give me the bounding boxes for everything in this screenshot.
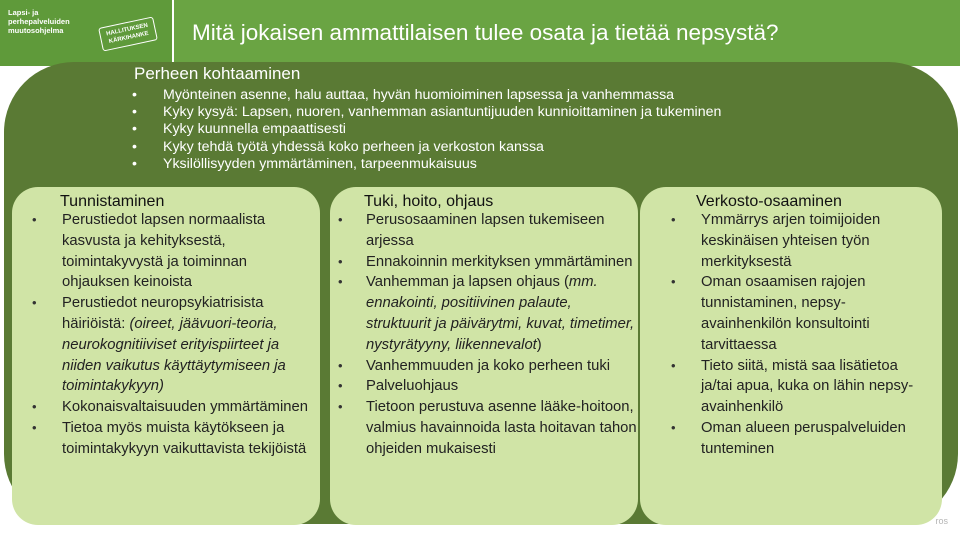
bullet-icon: • xyxy=(132,138,137,155)
list-item: • Kyky tehdä työtä yhdessä koko perheen ja verkoston kanssa xyxy=(132,138,544,155)
support-column xyxy=(330,187,638,525)
list-item: • Perustiedot neuropsykiatrisista häiriöistä: (oireet, jäävuori-teoria, neurokognitiiviset erityispiirteet ja niiden vaikutus käyttäytymiseen ja toimintakykyyn) xyxy=(32,295,286,395)
logo xyxy=(0,0,174,66)
list-item: • Kyky kuunnella empaattisesti xyxy=(132,121,346,138)
bullet-icon: • xyxy=(338,253,343,269)
network-title: Verkosto-osaaminen xyxy=(696,193,842,210)
list-item: • Vanhemmuuden ja koko perheen tuki xyxy=(330,356,640,377)
list-item: • Ymmärrys arjen toimijoiden keskinäisen yhteisen työn merkityksestä xyxy=(671,212,881,270)
bullet-icon: • xyxy=(32,295,37,311)
bullet-icon: • xyxy=(338,399,343,415)
bullet-icon: • xyxy=(132,121,137,138)
support-list xyxy=(330,210,640,460)
header-bar xyxy=(0,0,960,66)
family-heading: Perheen kohtaaminen xyxy=(134,64,301,83)
recognition-title: Tunnistaminen xyxy=(60,193,165,210)
logo-text: Lapsi- ja perhepalveluiden muutosohjelma xyxy=(8,8,70,35)
list-item: • Tietoon perustuva asenne lääke-hoitoon, valmius havainnoida lasta hoitavan tahon ohjeiden mukaisesti xyxy=(338,399,637,457)
family-list xyxy=(132,87,721,173)
bullet-icon: • xyxy=(671,419,676,435)
list-item: • Kokonaisvaltaisuuden ymmärtäminen xyxy=(12,397,312,418)
list-item: • Yksilöllisyyden ymmärtäminen, tarpeenmukaisuus xyxy=(132,155,477,172)
list-item: • Tieto siitä, mistä saa lisätietoa ja/tai apua, kuka on lähin nepsy-avainhenkilö xyxy=(671,357,914,416)
bullet-icon: • xyxy=(32,399,37,415)
network-list xyxy=(640,210,932,460)
recognition-column xyxy=(12,187,320,525)
logo-stamp: HALLITUKSEN KÄRKIHANKE xyxy=(98,16,158,51)
support-title: Tuki, hoito, ohjaus xyxy=(364,193,494,210)
bullet-icon: • xyxy=(671,212,676,227)
bullet-icon: • xyxy=(338,378,343,394)
bullet-icon: • xyxy=(671,357,676,373)
bullet-icon: • xyxy=(132,104,137,121)
list-item: • Oman osaamisen rajojen tunnistaminen, nepsy-avainhenkilön konsultointi tarvittaessa xyxy=(671,274,870,353)
list-item: • Perustiedot lapsen normaalista kasvusta ja kehityksestä, toimintakyvystä ja toiminnan ohjauksen keinoista xyxy=(32,212,266,291)
network-column xyxy=(640,187,942,525)
list-item: • Perusosaaminen lapsen tukemiseen arjessa xyxy=(338,212,605,249)
corner-mark: ros xyxy=(935,516,948,526)
list-item: • Oman alueen peruspalveluiden tunteminen xyxy=(671,419,906,457)
page-title: Mitä jokaisen ammattilaisen tulee osata ja tietää nepsystä? xyxy=(192,20,779,45)
list-item: • Palveluohjaus xyxy=(330,376,640,397)
bullet-icon: • xyxy=(32,212,37,227)
bullet-icon: • xyxy=(132,87,137,103)
list-item: • Tietoa myös muista käytökseen ja toimintakykyyn vaikuttavista tekijöistä xyxy=(32,419,307,457)
list-item: • Myönteinen asenne, halu auttaa, hyvän huomioiminen lapsessa ja vanhemmassa xyxy=(132,87,675,103)
bullet-icon: • xyxy=(338,212,343,227)
bullet-icon: • xyxy=(338,357,343,373)
list-item: • Vanhemman ja lapsen ohjaus (mm. ennakointi, positiivinen palaute, struktuurit ja päivärytmi, kuvat, timetimer, nystyrätyyny, liikennevalot) xyxy=(338,274,635,353)
list-item: • Ennakoinnin merkityksen ymmärtäminen xyxy=(330,252,640,273)
bullet-icon: • xyxy=(671,274,676,290)
recognition-list xyxy=(12,210,312,460)
bullet-icon: • xyxy=(32,419,37,435)
bullet-icon: • xyxy=(338,274,343,290)
list-item: • Kyky kysyä: Lapsen, nuoren, vanhemman asiantuntijuuden kunnioittaminen ja tukeminen xyxy=(132,104,722,121)
bullet-icon: • xyxy=(132,155,137,172)
